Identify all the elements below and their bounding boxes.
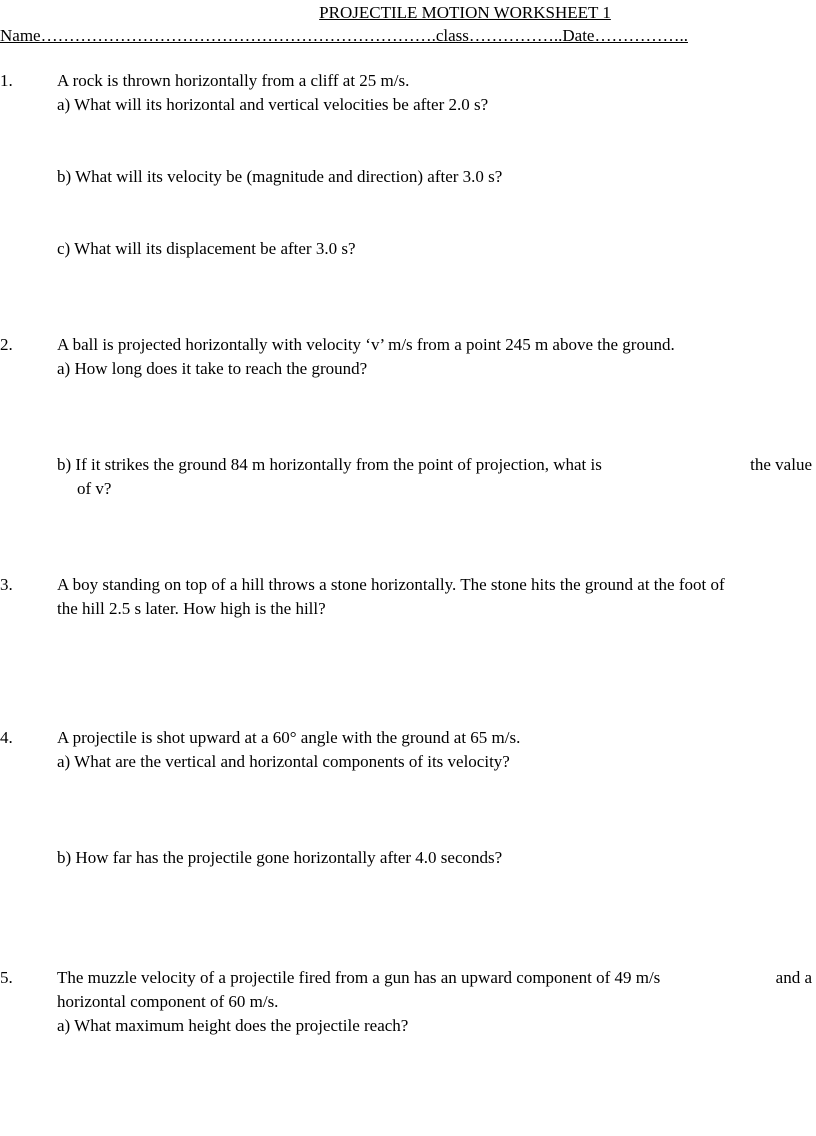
question-number: 4.: [0, 728, 13, 747]
question-number: 1.: [0, 71, 13, 90]
question-stem: A rock is thrown horizontally from a cliff at 25 m/s.: [57, 71, 410, 90]
name-class-date-line: Name…………………………………………………………….class……………..Date……………..: [0, 26, 688, 45]
question-part-b: b) If it strikes the ground 84 m horizontally from the point of projection, what is: [57, 455, 602, 474]
question-number: 3.: [0, 575, 13, 594]
question-line-1: The muzzle velocity of a projectile fired from a gun has an upward component of 49 m/s: [57, 968, 661, 987]
question-part-b: b) What will its velocity be (magnitude and direction) after 3.0 s?: [57, 167, 503, 186]
question-stem: A projectile is shot upward at a 60° angle with the ground at 65 m/s.: [57, 728, 521, 747]
question-part-a: a) How long does it take to reach the ground?: [57, 359, 368, 378]
question-stem: A ball is projected horizontally with velocity ‘v’ m/s from a point 245 m above the ground.: [57, 335, 675, 354]
question-number: 5.: [0, 968, 13, 987]
question-part-b-right: the value: [750, 455, 812, 474]
question-line-2: the hill 2.5 s later. How high is the hill?: [57, 599, 326, 618]
question-part-a: a) What will its horizontal and vertical velocities be after 2.0 s?: [57, 95, 489, 114]
worksheet-title: PROJECTILE MOTION WORKSHEET 1: [319, 3, 611, 22]
question-line-1: A boy standing on top of a hill throws a stone horizontally. The stone hits the ground at the foot of: [57, 575, 725, 594]
question-part-a: a) What are the vertical and horizontal components of its velocity?: [57, 752, 510, 771]
question-number: 2.: [0, 335, 13, 354]
question-part-a: a) What maximum height does the projectile reach?: [57, 1016, 409, 1035]
question-line-2: horizontal component of 60 m/s.: [57, 992, 279, 1011]
question-part-b: b) How far has the projectile gone horizontally after 4.0 seconds?: [57, 848, 503, 867]
question-part-b-continuation: of v?: [77, 479, 112, 498]
question-line-1-right: and a: [775, 968, 812, 987]
question-part-c: c) What will its displacement be after 3.0 s?: [57, 239, 356, 258]
